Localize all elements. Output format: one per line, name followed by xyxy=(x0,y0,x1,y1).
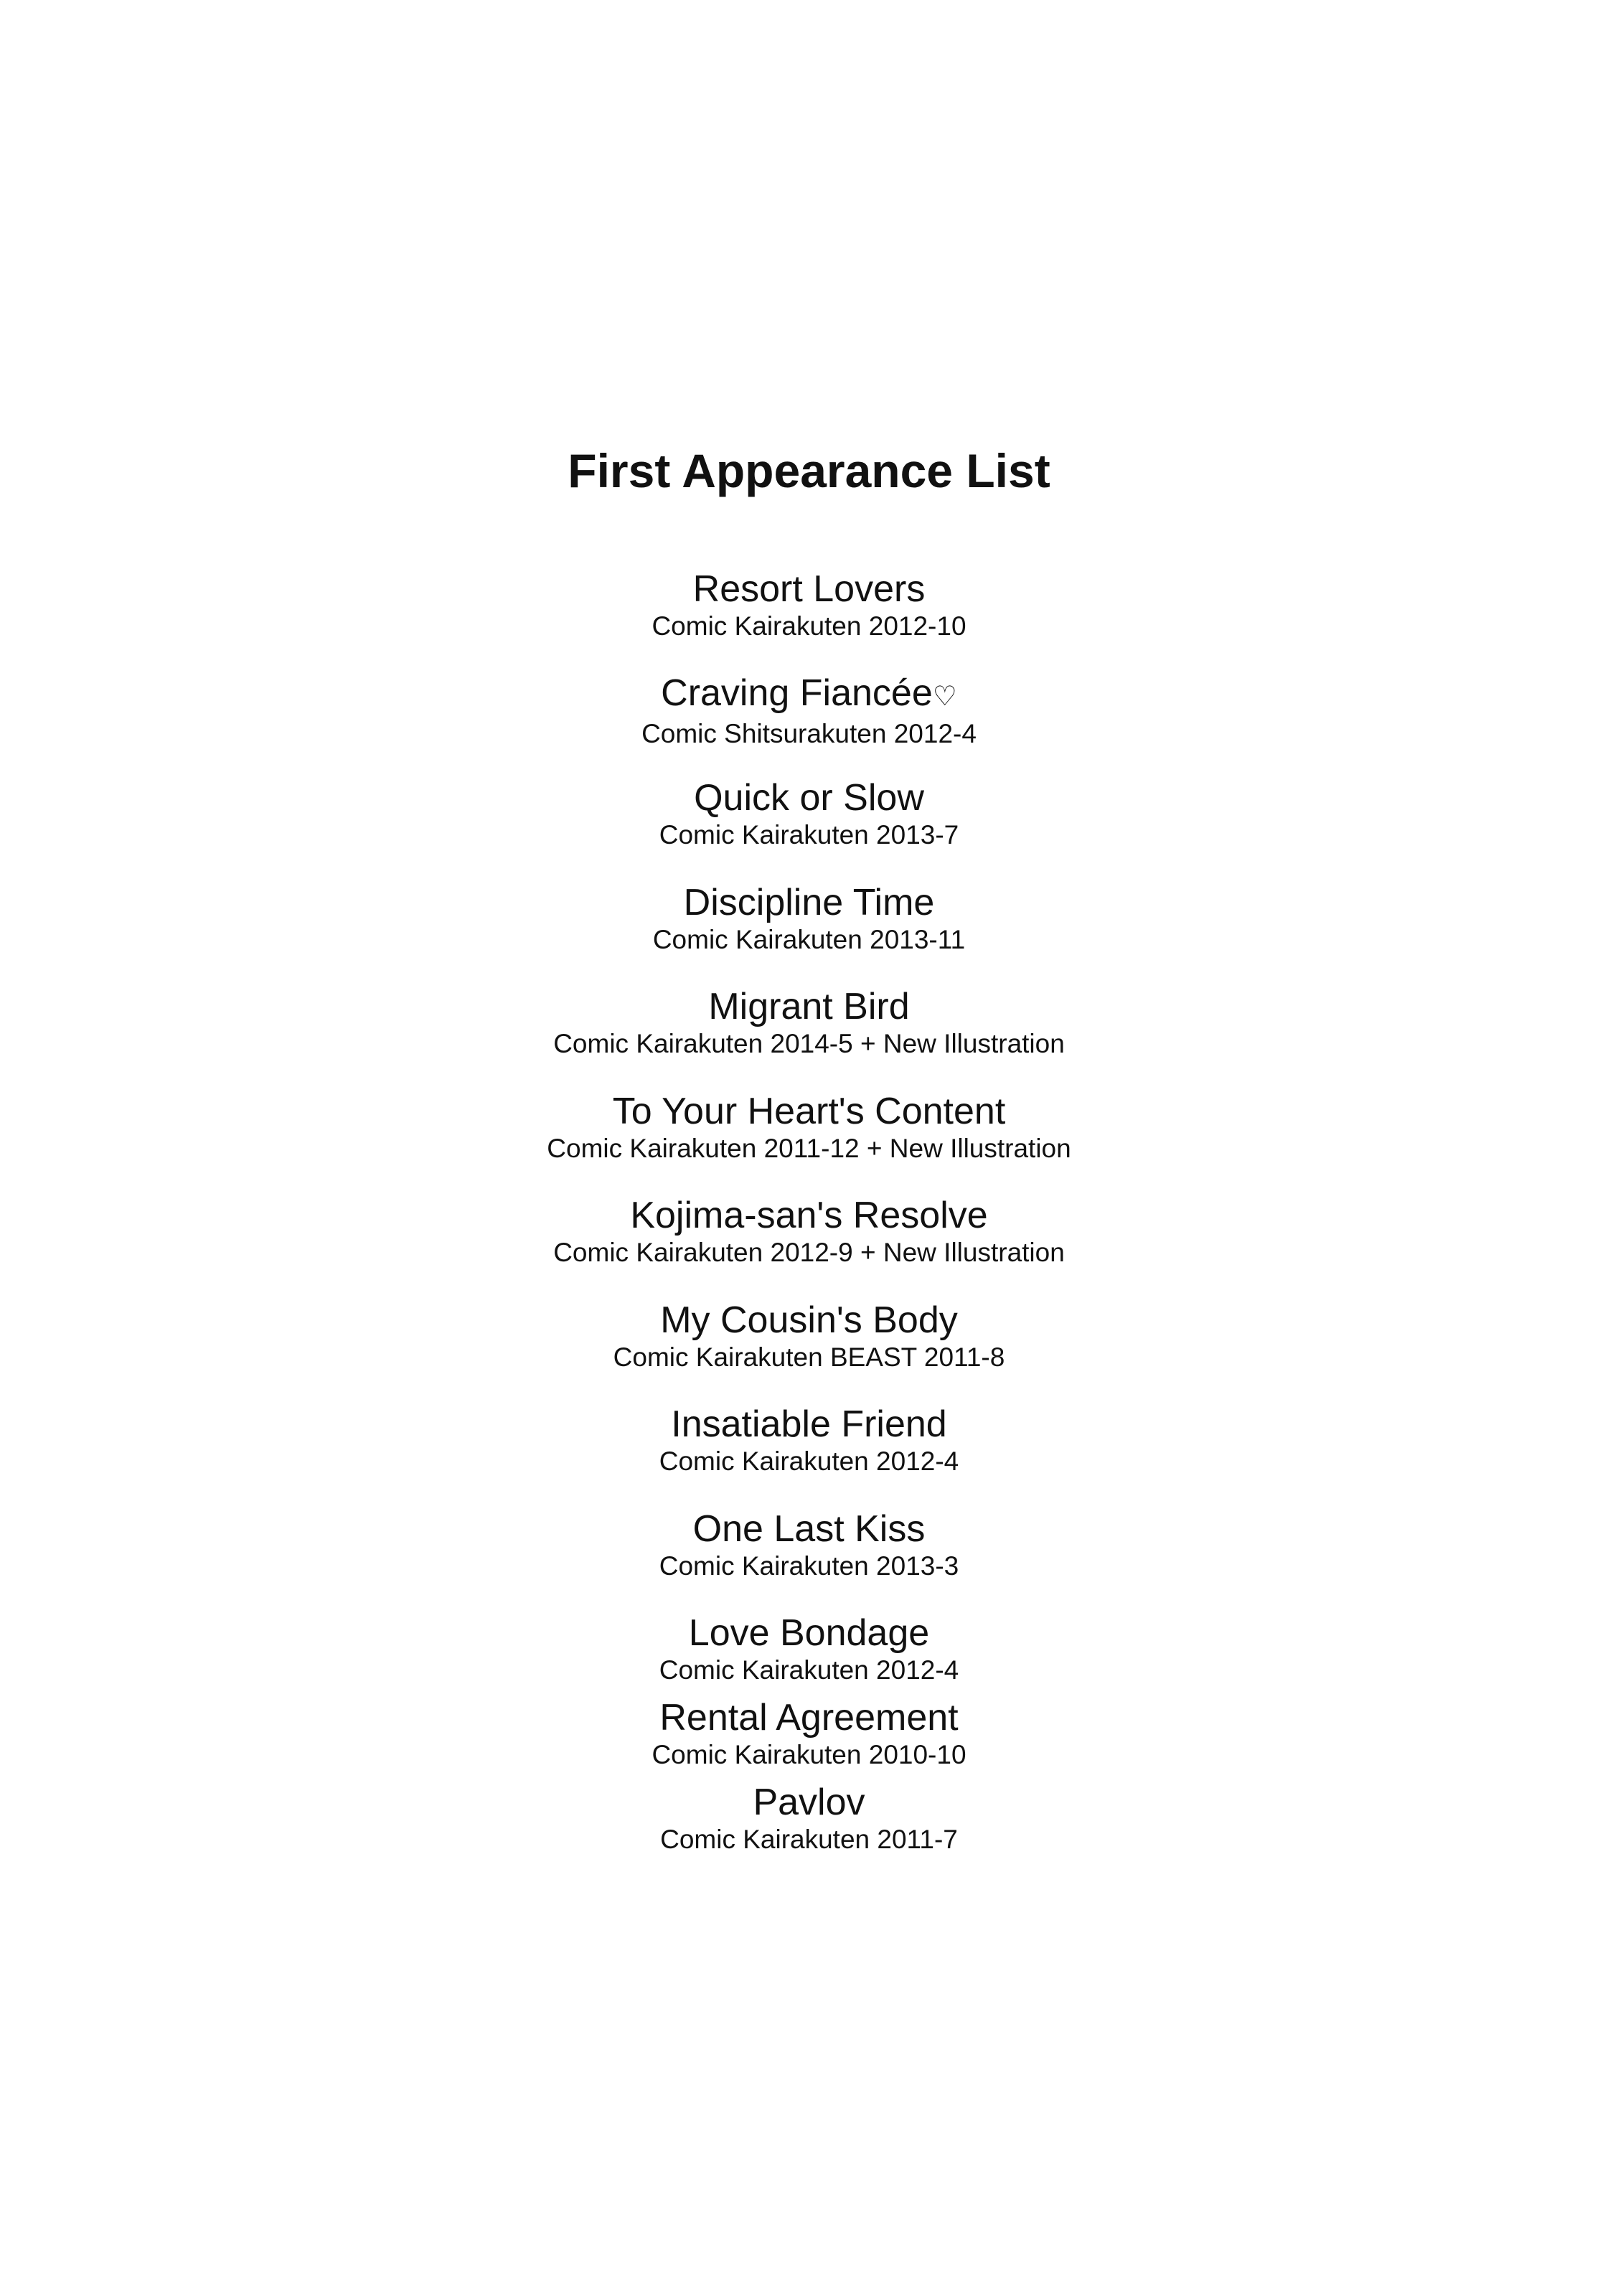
entry-title: Pavlov xyxy=(753,1782,865,1823)
entry-title: Resort Lovers xyxy=(692,568,926,610)
entry-title xyxy=(0,672,1618,718)
entry-source: Comic Kairakuten 2012-4 xyxy=(659,1655,959,1685)
entry-title: My Cousin's Body xyxy=(660,1299,958,1341)
entry-source: Comic Kairakuten BEAST 2011-8 xyxy=(613,1342,1005,1372)
entry-source: Comic Kairakuten 2011-7 xyxy=(660,1825,958,1854)
entry-title: Love Bondage xyxy=(688,1612,930,1654)
list-item xyxy=(0,672,1618,750)
entry-source: Comic Kairakuten 2012-4 xyxy=(659,1446,959,1476)
list-item xyxy=(0,1299,1618,1373)
entry-source: Comic Kairakuten 2012-10 xyxy=(652,611,966,641)
entry-source: Comic Kairakuten 2010-10 xyxy=(652,1740,966,1769)
list-item xyxy=(0,568,1618,642)
list-item xyxy=(0,1781,1618,1855)
entry-source: Comic Kairakuten 2012-9 + New Illustration xyxy=(553,1238,1065,1267)
entry-title: Insatiable Friend xyxy=(671,1403,947,1445)
list-item xyxy=(0,985,1618,1060)
entry-title: To Your Heart's Content xyxy=(612,1091,1006,1132)
list-item xyxy=(0,1507,1618,1582)
entry-source: Comic Kairakuten 2013-11 xyxy=(652,925,966,954)
entry-title: Quick or Slow xyxy=(694,777,924,819)
entry-source: Comic Shitsurakuten 2012-4 xyxy=(641,719,977,748)
entry-title: Rental Agreement xyxy=(659,1697,959,1739)
list-item xyxy=(0,1194,1618,1269)
entry-title: Discipline Time xyxy=(683,882,935,923)
entry-source: Comic Kairakuten 2013-7 xyxy=(659,820,959,850)
entry-title: Kojima-san's Resolve xyxy=(630,1195,988,1236)
list-item xyxy=(0,1612,1618,1686)
list-item xyxy=(0,1403,1618,1477)
list-item xyxy=(0,1696,1618,1771)
entry-source: Comic Kairakuten 2013-3 xyxy=(659,1551,959,1581)
heart-icon: ♡ xyxy=(932,682,957,712)
entry-title: One Last Kiss xyxy=(692,1508,926,1550)
page-title: First Appearance List xyxy=(568,444,1050,497)
entry-source: Comic Kairakuten 2011-12 + New Illustration xyxy=(547,1134,1071,1163)
list-item xyxy=(0,776,1618,851)
list-item xyxy=(0,881,1618,956)
entry-title: Migrant Bird xyxy=(708,986,910,1027)
entry-source: Comic Kairakuten 2014-5 + New Illustration xyxy=(553,1029,1065,1058)
list-item xyxy=(0,1090,1618,1165)
entry-title-text: Craving Fiancée xyxy=(661,672,933,714)
